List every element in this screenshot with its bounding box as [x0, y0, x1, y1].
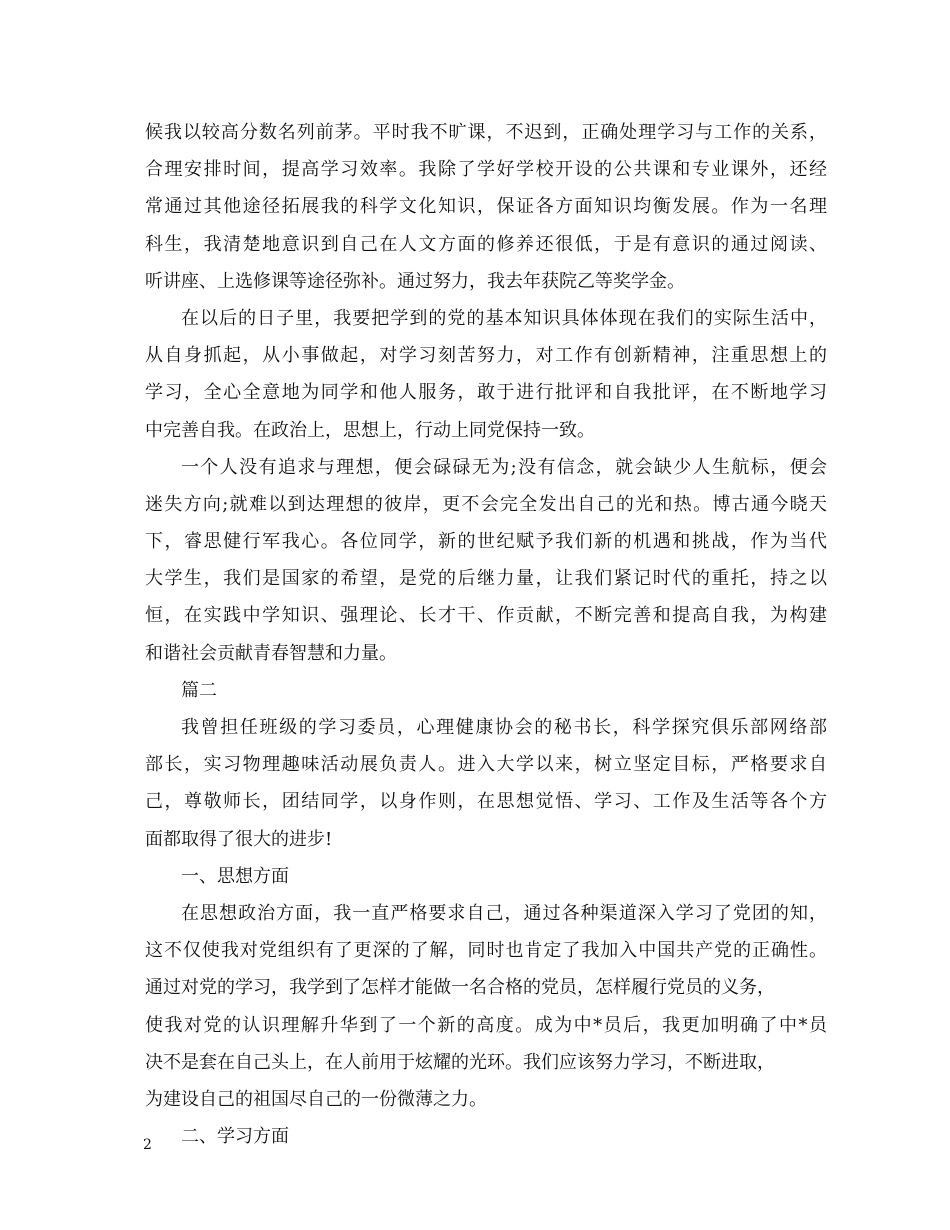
text-line: 候我以较高分数名列前茅。平时我不旷课，不迟到，正确处理学习与工作的关系， — [145, 122, 827, 143]
text-line: 通过对党的学习，我学到了怎样才能做一名合格的党员，怎样履行党员的义务， — [145, 977, 775, 999]
text-line: 和谐社会贡献青春智慧和力量。 — [145, 642, 397, 664]
section-heading: 篇二 — [181, 679, 217, 701]
text-line: 从自身抓起，从小事做起，对学习刻苦努力，对工作有创新精神，注重思想上的 — [145, 345, 827, 367]
text-line: 己，尊敬师长，团结同学，以身作则，在思想觉悟、学习、工作及生活等各个方 — [145, 791, 827, 813]
text-line: 下，睿思健行军我心。各位同学，新的世纪赋予我们新的机遇和挑战，作为当代 — [145, 531, 827, 553]
text-line: 大学生，我们是国家的希望，是党的后继力量，让我们紧记时代的重托，持之以 — [145, 568, 827, 590]
paragraph-first-line: 一个人没有追求与理想，便会碌碌无为;没有信念，就会缺少人生航标，便会 — [181, 456, 827, 478]
text-line: 迷失方向;就难以到达理想的彼岸，更不会完全发出自己的光和热。博古通今晓天 — [145, 493, 827, 515]
text-line: 为建设自己的祖国尽自己的一份微薄之力。 — [145, 1088, 487, 1110]
paragraph-first-line: 我曾担任班级的学习委员，心理健康协会的秘书长，科学探究俱乐部网络部 — [181, 717, 827, 738]
text-line: 科生，我清楚地意识到自己在人文方面的修养还很低，于是有意识的通过阅读、 — [145, 233, 827, 255]
section-heading: 一、思想方面 — [181, 865, 289, 887]
section-heading: 二、学习方面 — [181, 1126, 289, 1148]
text-line: 面都取得了很大的进步! — [145, 828, 333, 850]
paragraph-first-line: 在以后的日子里，我要把学到的党的基本知识具体体现在我们的实际生活中， — [181, 307, 827, 329]
text-line: 听讲座、上选修课等途径弥补。通过努力，我去年获院乙等奖学金。 — [145, 270, 685, 292]
text-line: 合理安排时间，提高学习效率。我除了学好学校开设的公共课和专业课外，还经 — [145, 159, 827, 181]
text-line: 部长，实习物理趣味活动展负责人。进入大学以来，树立坚定目标，严格要求自 — [145, 754, 827, 776]
text-line: 这不仅使我对党组织有了更深的了解，同时也肯定了我加入中国共产党的正确性。 — [145, 940, 827, 962]
text-line: 学习，全心全意地为同学和他人服务，敢于进行批评和自我批评，在不断地学习 — [145, 382, 827, 404]
page-number: 2 — [143, 1137, 152, 1153]
text-line: 使我对党的认识理解升华到了一个新的高度。成为中*员后，我更加明确了中*员 — [145, 1014, 827, 1036]
text-line: 常通过其他途径拓展我的科学文化知识，保证各方面知识均衡发展。作为一名理 — [145, 196, 827, 218]
text-line: 恒，在实践中学知识、强理论、长才干、作贡献，不断完善和提高自我，为构建 — [145, 605, 827, 627]
text-line: 中完善自我。在政治上，思想上，行动上同党保持一致。 — [145, 419, 595, 441]
paragraph-first-line: 在思想政治方面，我一直严格要求自己，通过各种渠道深入学习了党团的知， — [181, 902, 827, 924]
document-body — [145, 114, 827, 1155]
text-line: 决不是套在自己头上，在人前用于炫耀的光环。我们应该努力学习，不断进取， — [145, 1051, 775, 1073]
